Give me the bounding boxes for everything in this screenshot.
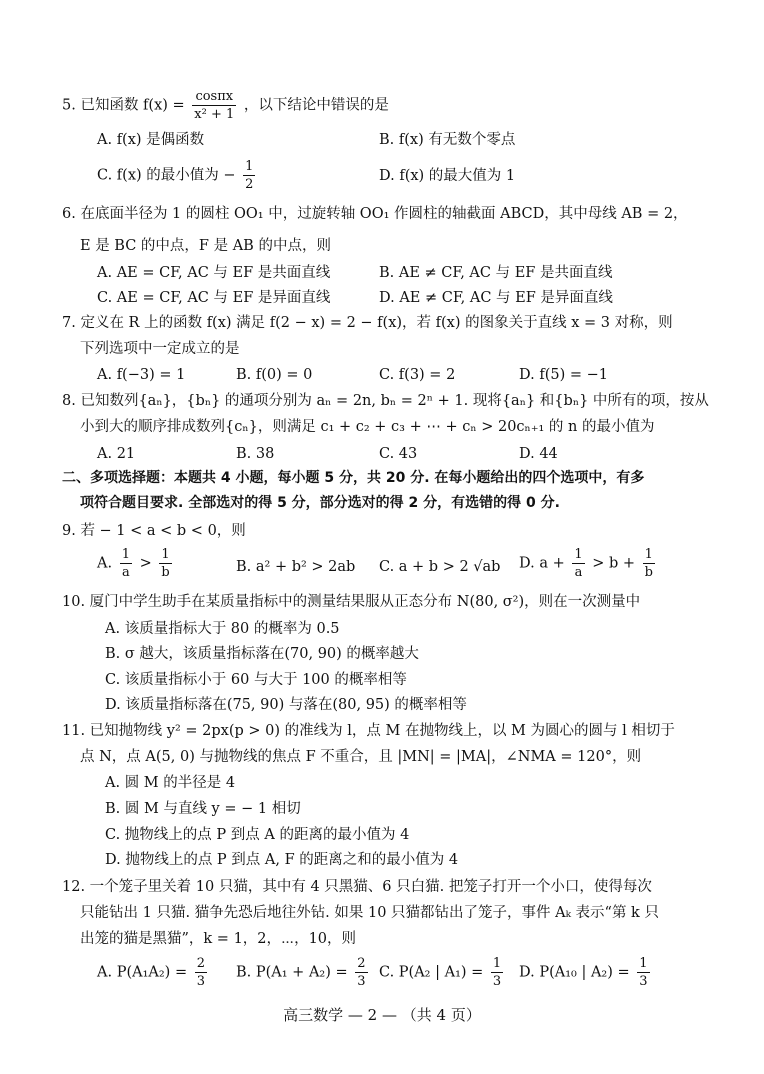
q11-stem-line2: 点 N，点 A(5, 0) 与抛物线的焦点 F 不重合，且 |MN| = |MA|，∠NMA = 120°，则: [80, 749, 642, 765]
q7-stem-line1: 7. 定义在 R 上的函数 f(x) 满足 f(2 − x) = 2 − f(x)，若 f(x) 的图象关于直线 x = 3 对称，则: [62, 315, 673, 331]
q9-option-a-relation: >: [139, 555, 152, 572]
q5-stem: [62, 90, 389, 121]
q12-option-b-fraction: [355, 957, 367, 988]
q5-option-b: B. f(x) 有无数个零点: [379, 132, 516, 148]
q7-option-a: A. f(−3) = 1: [97, 367, 186, 383]
q9-d-denominator-2: b: [644, 565, 653, 580]
q10-option-a: A. 该质量指标大于 80 的概率为 0.5: [105, 621, 340, 637]
q9-a-numerator-1: 1: [121, 547, 130, 562]
q5-fraction-denominator: x² + 1: [194, 107, 235, 122]
q9-option-d-relation: > b +: [592, 555, 636, 572]
q5-option-c-text: C. f(x) 的最小值为 −: [97, 167, 236, 184]
q11-option-b: B. 圆 M 与直线 y = − 1 相切: [105, 801, 301, 817]
q9-stem: 9. 若 − 1 < a < b < 0，则: [62, 523, 246, 539]
section2-heading-line2: 项符合题目要求. 全部选对的得 5 分，部分选对的得 2 分，有选错的得 0 分.: [80, 495, 560, 511]
q11-stem-line1: 11. 已知抛物线 y² = 2px(p > 0) 的准线为 l，点 M 在抛物线上，以 M 为圆心的圆与 l 相切于: [62, 723, 675, 739]
q9-option-d-fraction-1: [572, 548, 584, 579]
q9-option-a-fraction-2: [159, 548, 171, 579]
q6-stem-line1: 6. 在底面半径为 1 的圆柱 OO₁ 中，过旋转轴 OO₁ 作圆柱的轴截面 ABCD，其中母线 AB = 2，: [62, 206, 688, 222]
q8-option-c: C. 43: [379, 446, 418, 462]
q7-stem-line2: 下列选项中一定成立的是: [80, 341, 240, 357]
q12-option-a-fraction: [195, 957, 207, 988]
q6-option-c: C. AE = CF, AC 与 EF 是异面直线: [97, 290, 331, 306]
q9-a-denominator-1: a: [121, 565, 130, 580]
q12-option-c-fraction: [491, 957, 503, 988]
q6-option-b: B. AE ≠ CF, AC 与 EF 是共面直线: [379, 265, 613, 281]
q6-option-d: D. AE ≠ CF, AC 与 EF 是异面直线: [379, 290, 613, 306]
q12-stem-line2: 只能钻出 1 只猫. 猫争先恐后地往外钻. 如果 10 只猫都钻出了笼子，事件 Aₖ 表示“第 k 只: [80, 905, 659, 921]
q8-option-a: A. 21: [97, 446, 136, 462]
q5-option-a: A. f(x) 是偶函数: [97, 132, 205, 148]
q12-d-denominator: 3: [639, 974, 648, 989]
q7-option-c: C. f(3) = 2: [379, 367, 456, 383]
q11-option-a: A. 圆 M 的半径是 4: [105, 775, 236, 791]
q12-option-a-text: A. P(A₁A₂) =: [97, 964, 188, 981]
q5-option-c-numerator: 1: [245, 159, 254, 174]
q12-option-d-fraction: [637, 957, 649, 988]
q10-option-d: D. 该质量指标落在(75, 90) 与落在(80, 95) 的概率相等: [105, 697, 467, 713]
q12-option-d: [519, 957, 653, 988]
q9-a-numerator-2: 1: [159, 548, 171, 564]
section2-heading-line1: 二、多项选择题：本题共 4 小题，每小题 5 分，共 20 分. 在每小题给出的四个选项中，有多: [62, 470, 645, 486]
q8-stem-line2: 小到大的顺序排成数列{cₙ}，则满足 c₁ + c₂ + c₃ + ⋯ + cₙ > 20cₙ₊₁ 的 n 的最小值为: [80, 419, 655, 435]
q11-option-d: D. 抛物线上的点 P 到点 A, F 的距离之和的最小值为 4: [105, 852, 459, 868]
q9-d-denominator-1: a: [574, 565, 583, 580]
q12-option-a: [97, 957, 210, 988]
q12-option-c: [379, 957, 506, 988]
q7-option-b: B. f(0) = 0: [236, 367, 313, 383]
q5-stem-prefix: 5. 已知函数 f(x) =: [62, 97, 185, 114]
q5-option-c-fraction: [243, 160, 255, 191]
q10-option-c: C. 该质量指标小于 60 与大于 100 的概率相等: [105, 672, 407, 688]
q12-option-b-text: B. P(A₁ + A₂) =: [236, 964, 348, 981]
q10-option-b: B. σ 越大，该质量指标落在(70, 90) 的概率越大: [105, 646, 419, 662]
q12-b-denominator: 3: [357, 974, 366, 989]
q9-d-numerator-1: 1: [574, 547, 583, 562]
q9-d-numerator-2: 1: [643, 548, 655, 564]
q5-stem-suffix: ，以下结论中错误的是: [243, 97, 389, 114]
q6-stem-line2: E 是 BC 的中点，F 是 AB 的中点，则: [80, 238, 331, 254]
q8-option-d: D. 44: [519, 446, 558, 462]
q12-a-numerator: 2: [196, 956, 205, 971]
q5-fraction-numerator: cosπx: [192, 90, 236, 106]
q9-option-d-fraction-2: [643, 548, 655, 579]
q9-option-d-label: D. a +: [519, 555, 565, 572]
q12-c-numerator: 1: [492, 956, 502, 971]
q12-b-numerator: 2: [357, 956, 366, 971]
q12-d-numerator: 1: [639, 956, 648, 971]
q8-option-b: B. 38: [236, 446, 275, 462]
q8-stem-line1: 8. 已知数列{aₙ}，{bₙ} 的通项分别为 aₙ = 2n, bₙ = 2ⁿ + 1. 现将{aₙ} 和{bₙ} 中所有的项，按从: [62, 393, 709, 409]
q5-option-d: D. f(x) 的最大值为 1: [379, 168, 516, 184]
q12-stem-line1: 12. 一个笼子里关着 10 只猫，其中有 4 只黑猫、6 只白猫. 把笼子打开一个小口，使得每次: [62, 879, 652, 895]
q7-option-d: D. f(5) = −1: [519, 367, 608, 383]
q5-option-c-denominator: 2: [245, 177, 254, 192]
q12-option-d-text: D. P(A₁₀ | A₂) =: [519, 964, 630, 981]
q6-option-a: A. AE = CF, AC 与 EF 是共面直线: [97, 265, 331, 281]
q12-option-c-text: C. P(A₂ | A₁) =: [379, 964, 484, 981]
q9-option-b: B. a² + b² > 2ab: [236, 559, 356, 575]
q9-option-d: [519, 548, 658, 579]
q9-option-c: C. a + b > 2 √ab: [379, 559, 501, 575]
q9-option-a: [97, 548, 175, 579]
q11-option-c: C. 抛物线上的点 P 到点 A 的距离的最小值为 4: [105, 827, 410, 843]
q12-option-b: [236, 957, 371, 988]
q5-option-c: [97, 160, 258, 191]
q9-option-a-label: A.: [97, 555, 113, 572]
page-footer: 高三数学 — 2 — （共 4 页）: [283, 1006, 481, 1024]
q10-stem: 10. 厦门中学生助手在某质量指标中的测量结果服从正态分布 N(80, σ²)，则在一次测量中: [62, 594, 641, 610]
q12-c-denominator: 3: [492, 974, 502, 989]
q12-stem-line3: 出笼的猫是黑猫”，k = 1，2，⋯，10，则: [80, 931, 357, 947]
q9-option-a-fraction-1: [120, 548, 132, 579]
q9-a-denominator-2: b: [161, 565, 170, 580]
q5-function-fraction: [192, 90, 236, 121]
q12-a-denominator: 3: [196, 974, 205, 989]
